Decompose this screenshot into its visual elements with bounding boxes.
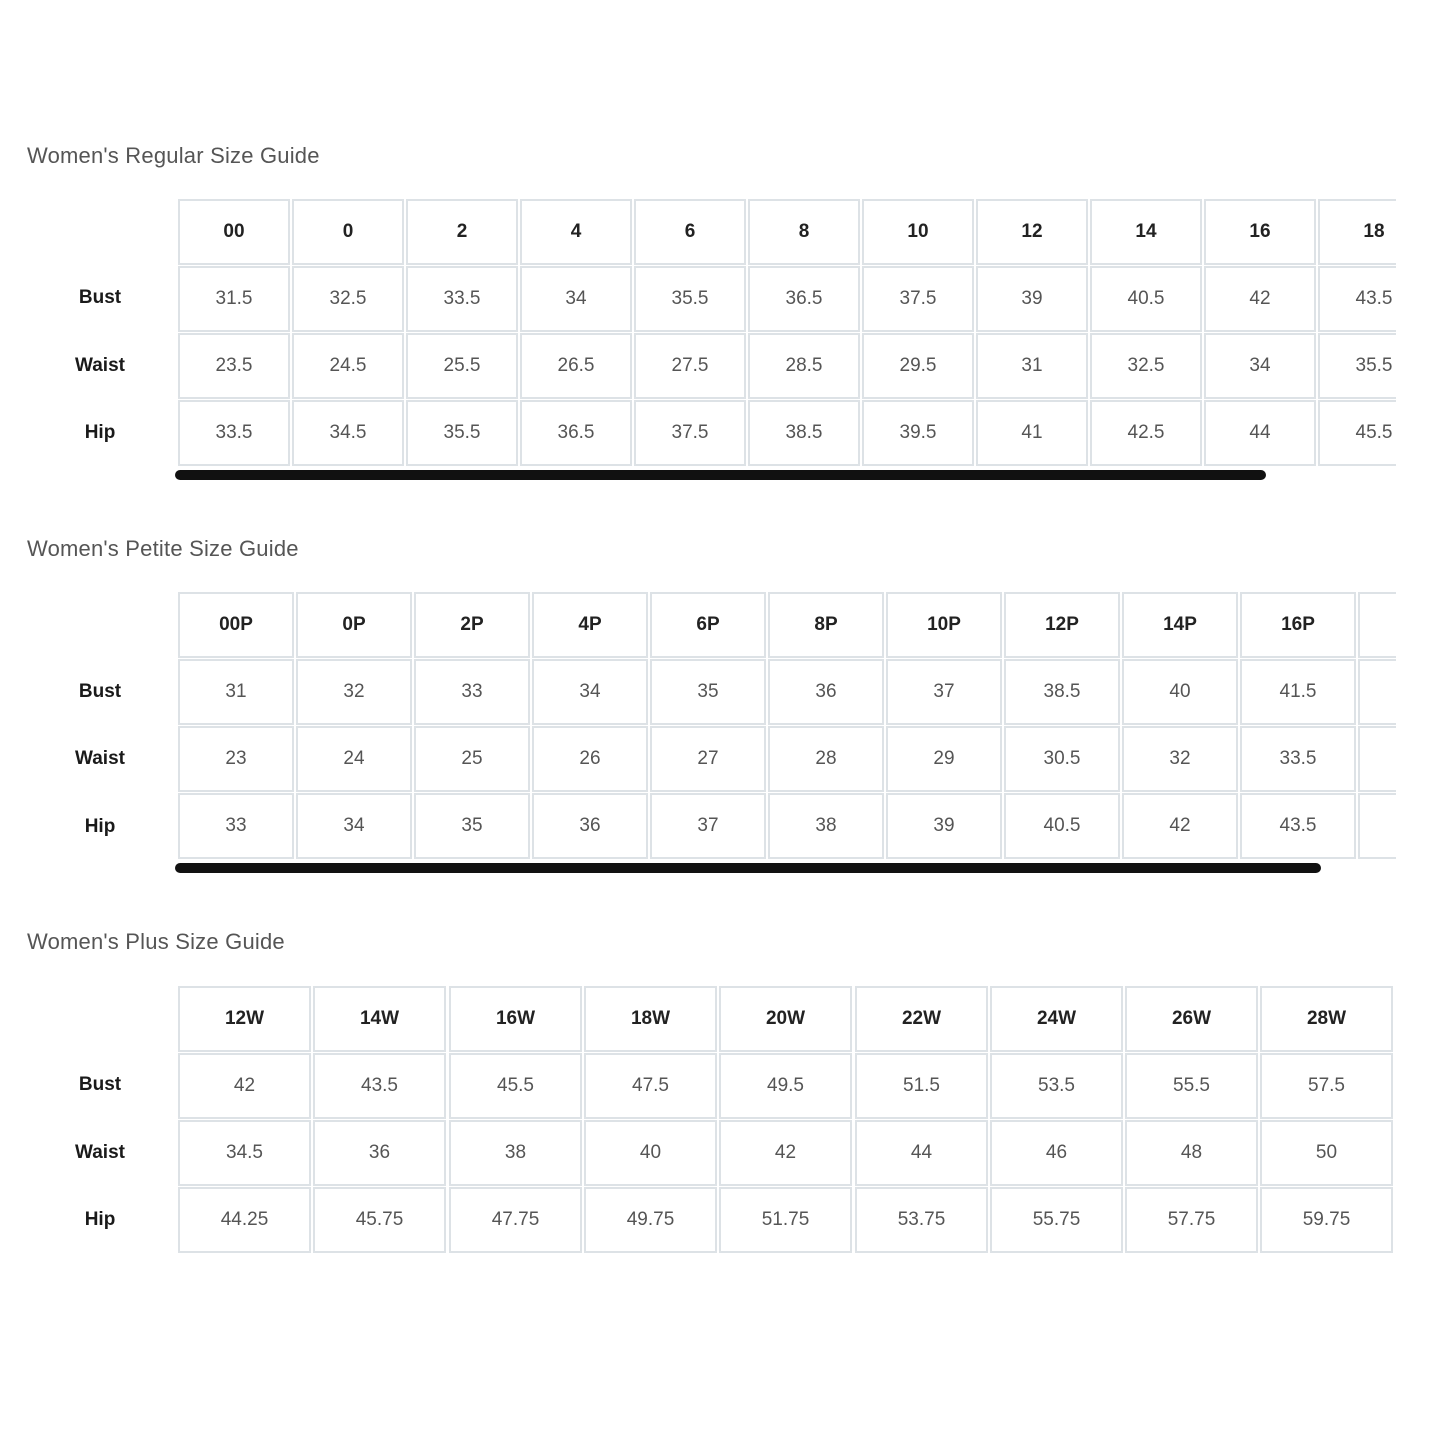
hip-value-cell: 47.75 [449,1187,582,1253]
hip-value-cell: 36.5 [520,400,632,466]
size-header-cell: 22W [855,986,988,1052]
bust-value-cell: 51.5 [855,1053,988,1119]
size-header-cell: 4 [520,199,632,265]
size-header-cell: 12P [1004,592,1120,658]
bust-value-cell: 45.5 [449,1053,582,1119]
bust-value-cell: 33 [414,659,530,725]
hip-value-cell: 44.25 [178,1187,311,1253]
hip-value-cell: 44 [1204,400,1316,466]
bust-value-cell: 53.5 [990,1053,1123,1119]
bust-value-cell: 40.5 [1090,266,1202,332]
hip-value-cell: 57.75 [1125,1187,1258,1253]
size-header-cell: 26W [1125,986,1258,1052]
waist-value-cell: 44 [855,1120,988,1186]
bust-value-cell: 43.5 [313,1053,446,1119]
hip-value-cell: 42 [1122,793,1238,859]
waist-value-cell: 24 [296,726,412,792]
hip-value-cell: 33.5 [178,400,290,466]
hip-value-cell: 45.5 [1318,400,1396,466]
waist-value-cell: 23.5 [178,333,290,399]
hip-value-cell: 38.5 [748,400,860,466]
hip-value-cell: 59.75 [1260,1187,1393,1253]
size-header-cell: 00 [178,199,290,265]
bust-value-cell [1358,659,1396,725]
waist-value-cell: 25.5 [406,333,518,399]
bust-value-cell: 57.5 [1260,1053,1393,1119]
regular-size-guide-title: Women's Regular Size Guide [27,143,320,168]
regular-table-scrollbar[interactable] [175,470,1266,480]
waist-value-cell: 46 [990,1120,1123,1186]
bust-value-cell: 36 [768,659,884,725]
waist-value-cell: 33.5 [1240,726,1356,792]
row-label-waist: Waist [75,748,125,769]
waist-value-cell: 35.5 [1318,333,1396,399]
hip-value-cell: 45.75 [313,1187,446,1253]
size-header-cell: 16P [1240,592,1356,658]
plus-size-guide-title: Women's Plus Size Guide [27,929,285,954]
hip-value-cell: 37.5 [634,400,746,466]
bust-value-cell: 31 [178,659,294,725]
bust-value-cell: 42 [178,1053,311,1119]
size-header-cell: 12W [178,986,311,1052]
waist-value-cell: 28.5 [748,333,860,399]
bust-value-cell: 34 [532,659,648,725]
hip-value-cell: 33 [178,793,294,859]
hip-value-cell: 41 [976,400,1088,466]
waist-value-cell [1358,726,1396,792]
row-label-bust: Bust [78,1074,122,1095]
waist-value-cell: 27 [650,726,766,792]
petite-size-guide-title: Women's Petite Size Guide [27,536,299,561]
size-header-cell [1358,592,1396,658]
bust-value-cell: 33.5 [406,266,518,332]
size-header-cell: 2 [406,199,518,265]
hip-value-cell: 53.75 [855,1187,988,1253]
waist-value-cell: 31 [976,333,1088,399]
waist-value-cell: 23 [178,726,294,792]
bust-value-cell: 41.5 [1240,659,1356,725]
size-header-cell: 12 [976,199,1088,265]
hip-value-cell: 49.75 [584,1187,717,1253]
bust-value-cell: 31.5 [178,266,290,332]
waist-value-cell: 40 [584,1120,717,1186]
size-header-cell: 8P [768,592,884,658]
hip-value-cell: 42.5 [1090,400,1202,466]
hip-value-cell: 39.5 [862,400,974,466]
bust-value-cell: 38.5 [1004,659,1120,725]
size-header-cell: 28W [1260,986,1393,1052]
bust-value-cell: 47.5 [584,1053,717,1119]
bust-value-cell: 49.5 [719,1053,852,1119]
bust-value-cell: 35 [650,659,766,725]
size-header-cell: 14 [1090,199,1202,265]
size-header-cell: 0P [296,592,412,658]
waist-value-cell: 29.5 [862,333,974,399]
plus-size-table[interactable] [178,986,1396,1256]
row-label-hip: Hip [84,816,116,837]
hip-value-cell: 55.75 [990,1187,1123,1253]
hip-value-cell: 37 [650,793,766,859]
petite-table-scrollbar[interactable] [175,863,1321,873]
waist-value-cell: 32 [1122,726,1238,792]
waist-value-cell: 26 [532,726,648,792]
size-header-cell: 10 [862,199,974,265]
hip-value-cell: 51.75 [719,1187,852,1253]
waist-value-cell: 27.5 [634,333,746,399]
waist-value-cell: 38 [449,1120,582,1186]
waist-value-cell: 34.5 [178,1120,311,1186]
bust-value-cell: 42 [1204,266,1316,332]
size-header-cell: 18 [1318,199,1396,265]
size-header-cell: 4P [532,592,648,658]
hip-value-cell: 40.5 [1004,793,1120,859]
row-label-bust: Bust [78,287,122,308]
bust-value-cell: 37.5 [862,266,974,332]
size-header-cell: 6 [634,199,746,265]
size-header-cell: 14P [1122,592,1238,658]
petite-size-table[interactable] [178,592,1396,862]
waist-value-cell: 48 [1125,1120,1258,1186]
bust-value-cell: 34 [520,266,632,332]
hip-value-cell: 39 [886,793,1002,859]
bust-value-cell: 37 [886,659,1002,725]
hip-value-cell: 35.5 [406,400,518,466]
row-label-waist: Waist [75,355,125,376]
bust-value-cell: 55.5 [1125,1053,1258,1119]
hip-value-cell: 34 [296,793,412,859]
waist-value-cell: 30.5 [1004,726,1120,792]
hip-value-cell: 34.5 [292,400,404,466]
hip-value-cell: 38 [768,793,884,859]
waist-value-cell: 50 [1260,1120,1393,1186]
bust-value-cell: 32 [296,659,412,725]
size-header-cell: 16W [449,986,582,1052]
bust-value-cell: 32.5 [292,266,404,332]
row-label-bust: Bust [78,681,122,702]
waist-value-cell: 29 [886,726,1002,792]
size-header-cell: 24W [990,986,1123,1052]
size-header-cell: 2P [414,592,530,658]
bust-value-cell: 39 [976,266,1088,332]
bust-value-cell: 36.5 [748,266,860,332]
size-header-cell: 10P [886,592,1002,658]
waist-value-cell: 24.5 [292,333,404,399]
hip-value-cell: 35 [414,793,530,859]
waist-value-cell: 34 [1204,333,1316,399]
size-header-cell: 16 [1204,199,1316,265]
size-header-cell: 14W [313,986,446,1052]
hip-value-cell: 43.5 [1240,793,1356,859]
bust-value-cell: 43.5 [1318,266,1396,332]
size-header-cell: 18W [584,986,717,1052]
size-header-cell: 0 [292,199,404,265]
hip-value-cell [1358,793,1396,859]
size-header-cell: 8 [748,199,860,265]
waist-value-cell: 32.5 [1090,333,1202,399]
waist-value-cell: 36 [313,1120,446,1186]
waist-value-cell: 42 [719,1120,852,1186]
waist-value-cell: 26.5 [520,333,632,399]
row-label-waist: Waist [75,1142,125,1163]
row-label-hip: Hip [84,1209,116,1230]
size-header-cell: 6P [650,592,766,658]
bust-value-cell: 35.5 [634,266,746,332]
hip-value-cell: 36 [532,793,648,859]
size-header-cell: 00P [178,592,294,658]
size-header-cell: 20W [719,986,852,1052]
bust-value-cell: 40 [1122,659,1238,725]
regular-size-table[interactable] [178,199,1396,469]
row-label-hip: Hip [84,422,116,443]
waist-value-cell: 25 [414,726,530,792]
waist-value-cell: 28 [768,726,884,792]
